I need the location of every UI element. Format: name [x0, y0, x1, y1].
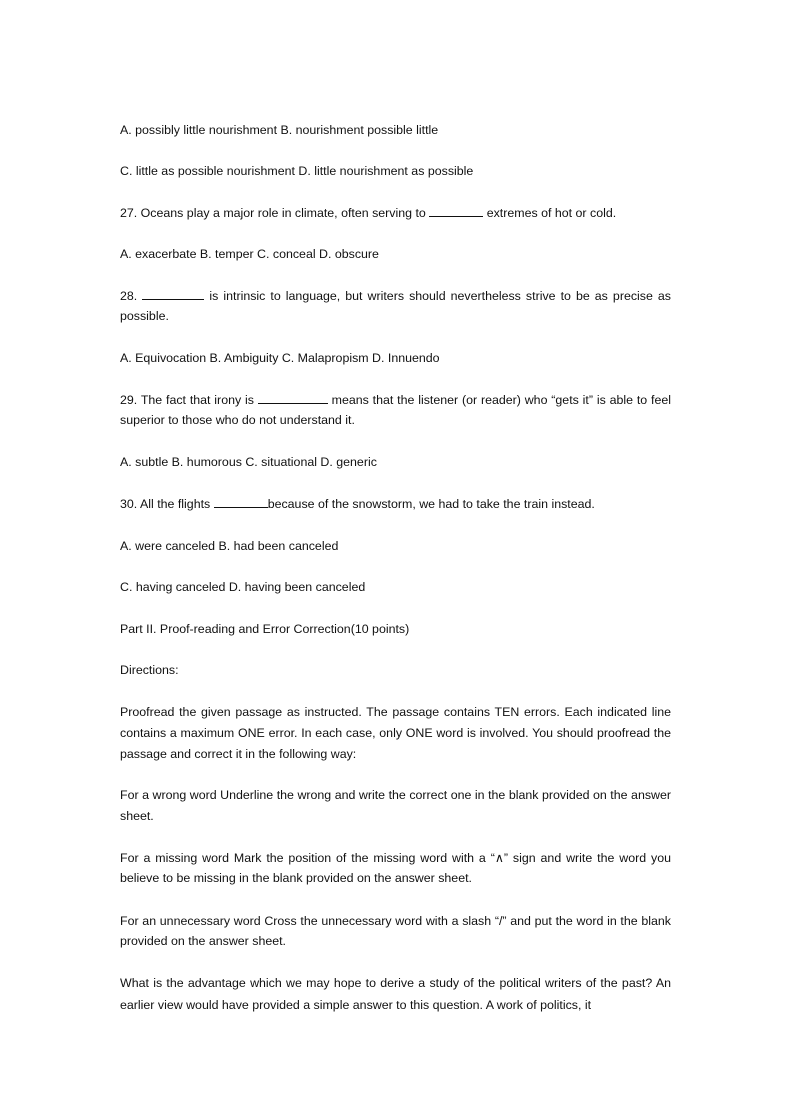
question-28-blank	[142, 287, 204, 300]
question-27-options: A. exacerbate B. temper C. conceal D. obscure	[120, 247, 379, 261]
question-29-options: A. subtle B. humorous C. situational D. generic	[120, 455, 377, 469]
question-30-blank	[214, 495, 268, 508]
q26-options-line-1: A. possibly little nourishment B. nourishment possible little	[120, 123, 439, 137]
question-28-options: A. Equivocation B. Ambiguity C. Malapropism D. Innuendo	[120, 351, 440, 365]
question-29-text-before: 29. The fact that irony is	[120, 393, 254, 407]
question-29	[120, 390, 671, 430]
question-27	[120, 203, 671, 223]
rule-unnecessary-word: For an unnecessary word Cross the unnecessary word with a slash “/” and put the word in the blank provided on the answer sheet.	[120, 914, 671, 948]
question-27-text-before: 27. Oceans play a major role in climate, often serving to	[120, 206, 426, 220]
question-30-text-after: because of the snowstorm, we had to take the train instead.	[267, 497, 595, 511]
question-29-blank	[258, 391, 328, 404]
question-29-text-after: means that the listener (or reader) who “gets it” is able to feel superior to those who do not understand it.	[120, 393, 671, 427]
directions-label: Directions:	[120, 663, 179, 677]
question-30-options-line-1: A. were canceled B. had been canceled	[120, 539, 339, 553]
question-28-text-after: is intrinsic to language, but writers should nevertheless strive to be as precise as possible.	[120, 289, 672, 323]
rule-wrong-word: For a wrong word Underline the wrong and write the correct one in the blank provided on the answer sheet.	[120, 788, 671, 823]
part-2-title: Part II. Proof-reading and Error Correction(10 points)	[120, 622, 410, 636]
question-30-text-before: 30. All the flights	[120, 497, 211, 511]
question-30	[120, 494, 671, 514]
q26-options-line-2: C. little as possible nourishment D. little nourishment as possible	[120, 164, 474, 178]
question-27-blank	[429, 204, 483, 217]
question-30-options-line-2: C. having canceled D. having been canceled	[120, 580, 366, 594]
question-27-text-after: extremes of hot or cold.	[486, 206, 617, 220]
question-28	[120, 286, 671, 326]
passage-start: What is the advantage which we may hope to derive a study of the political writers of the past? An earlier view would have provided a simple answer to this question. A work of politics, it	[120, 976, 671, 1012]
directions-text: Proofread the given passage as instructed. The passage contains TEN errors. Each indicated line contains a maximum ONE error. In each case, only ONE word is involved. You should proofread the passage and correct it in the following way:	[120, 705, 671, 761]
rule-missing-word: For a missing word Mark the position of the missing word with a “∧” sign and write the word you believe to be missing in the blank provided on the answer sheet.	[120, 851, 671, 885]
question-28-number: 28.	[120, 289, 138, 303]
